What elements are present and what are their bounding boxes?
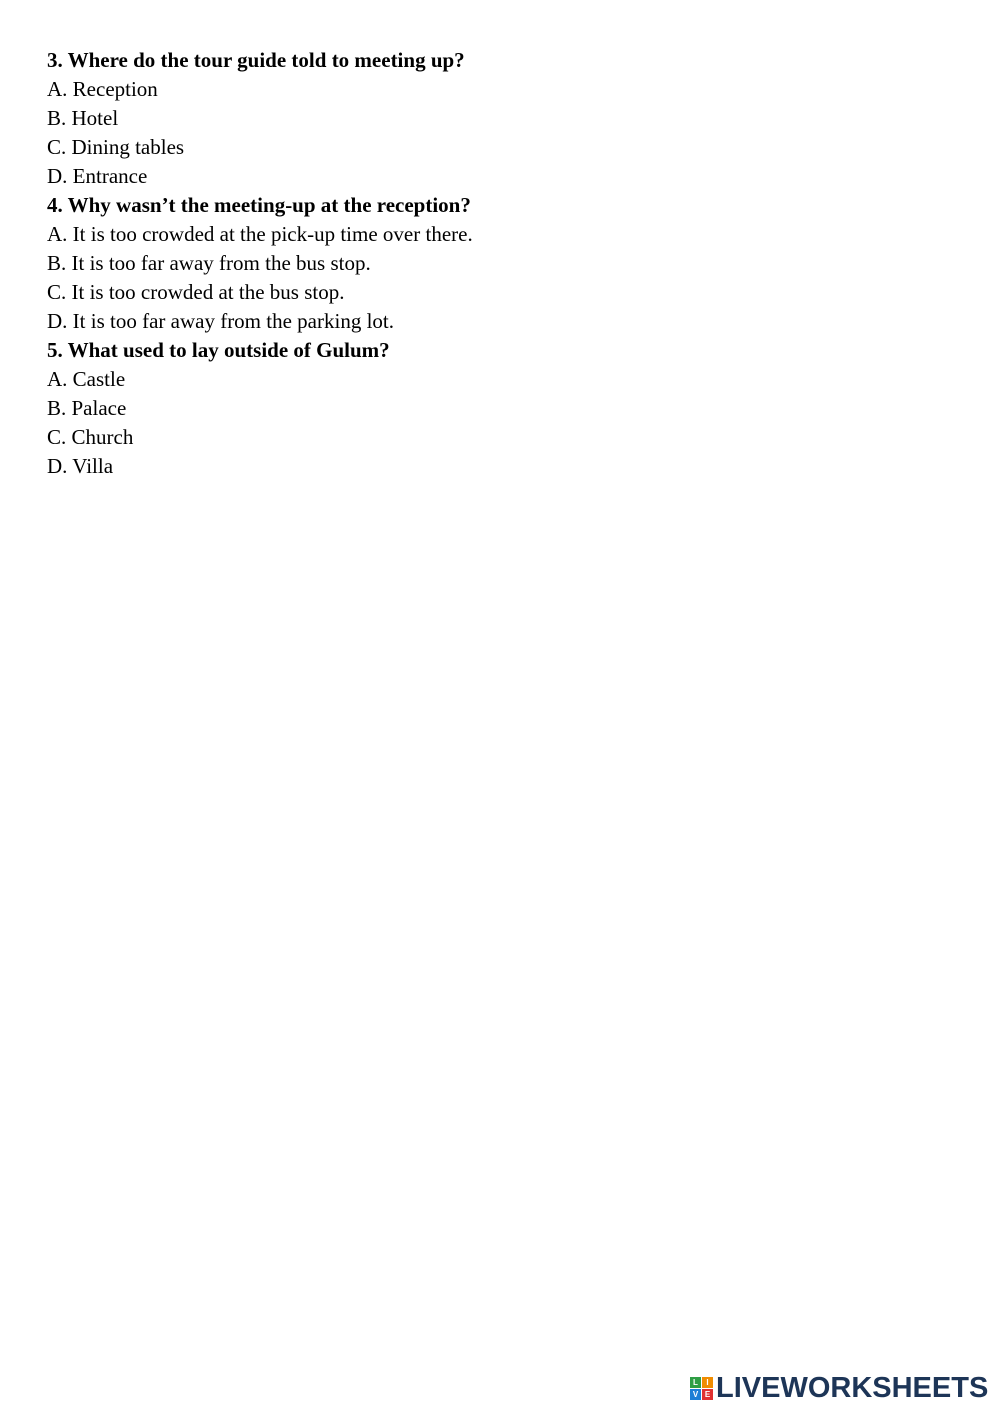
logo-mark-letter: V <box>690 1389 701 1400</box>
option-a: A. Reception <box>47 77 158 101</box>
option-a: A. Castle <box>47 367 126 391</box>
question-4 <box>47 191 947 336</box>
option-d: D. It is too far away from the parking lot. <box>47 309 394 333</box>
question-text: 5. What used to lay outside of Gulum? <box>47 338 390 362</box>
question-text: 3. Where do the tour guide told to meeting up? <box>47 48 465 72</box>
worksheet <box>47 46 947 481</box>
option-c: C. It is too crowded at the bus stop. <box>47 280 345 304</box>
question-5 <box>47 336 947 481</box>
option-d: D. Villa <box>47 454 114 478</box>
option-b: B. Palace <box>47 396 127 420</box>
option-b: B. It is too far away from the bus stop. <box>47 251 371 275</box>
logo-mark-letter: L <box>690 1377 701 1388</box>
option-d: D. Entrance <box>47 164 148 188</box>
option-a: A. It is too crowded at the pick-up time over there. <box>47 222 473 246</box>
option-b: B. Hotel <box>47 106 119 130</box>
question-text: 4. Why wasn’t the meeting-up at the reception? <box>47 193 471 217</box>
logo-mark-letter: I <box>702 1377 713 1388</box>
logo-mark-icon <box>690 1377 713 1400</box>
option-c: C. Church <box>47 425 134 449</box>
question-3 <box>47 46 947 191</box>
liveworksheets-logo <box>690 1372 988 1404</box>
logo-mark-letter: E <box>702 1389 713 1400</box>
option-c: C. Dining tables <box>47 135 185 159</box>
logo-text: LIVEWORKSHEETS <box>716 1372 989 1404</box>
